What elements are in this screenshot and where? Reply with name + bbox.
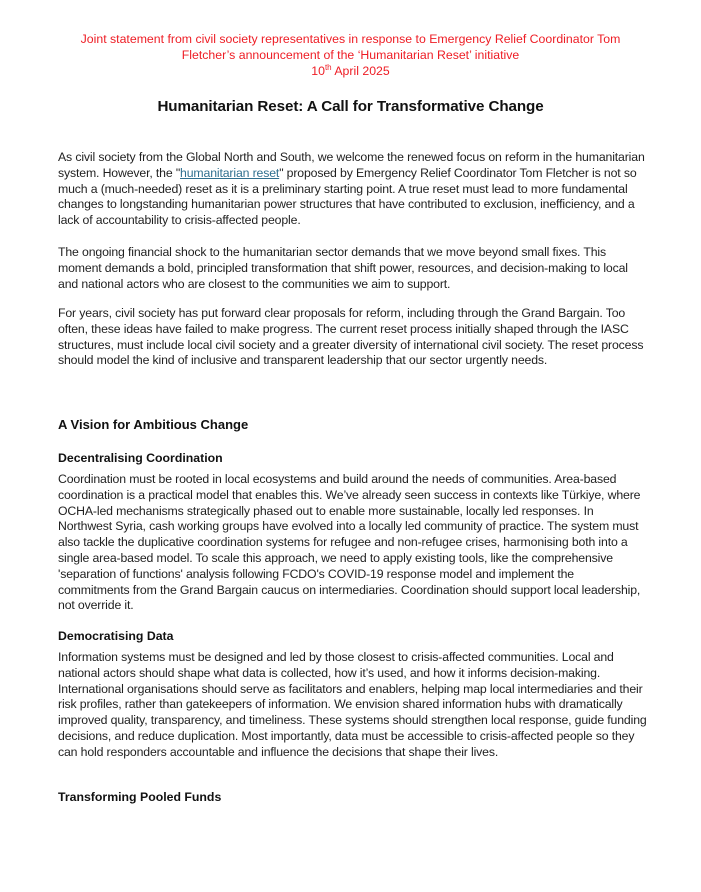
democratising-data-body: Information systems must be designed and led by those closest to crisis-affected communities. Local and national actors should shape what data is collected, how it’s used, and how it informs decision-making. International organisations should serve as facilitators and enablers, helping map local intermediaries and their risk profiles, rather than gatekeepers of information. We envision shared information hubs with dramatically improved quality, transparency, and timeliness. These systems should strengthen local response, guide funding decisions, and reduce duplication. Most importantly, data must be accessible to crisis-affected people so they can hold responders accountable and influence the decisions that shape their lives. (58, 650, 647, 759)
header-line-1: Joint statement from civil society representatives in response to Emergency Relief Coordinator Tom (80, 32, 621, 46)
intro-paragraph-1 (58, 150, 648, 229)
decentralising-coordination-body: Coordination must be rooted in local ecosystems and build around the needs of communities. Area-based coordination is a practical model that enables this. We’ve already seen success in contexts like Türkiye, where OCHA-led mechanisms strategically phased out to enable more sustainable, locally led responses. In Northwest Syria, cash working groups have evolved into a locally led community of practice. The system must also tackle the duplicative coordination systems for refugee and non-refugee crises, harmonising both into a single area-based model. To scale this approach, we need to apply existing tools, like the comprehensive 'separation of functions' analysis following FCDO's COVID-19 response model and implement the commitments from the Grand Bargain caucus on intermediaries. Coordination should support local leadership, not override it. (58, 472, 641, 613)
header-date (40, 63, 661, 79)
text: " proposed by Emergency Relief Coordinator Tom Fletcher is not so much a (much-needed) reset as it is a preliminary starting point. A true reset must lead to more fundamental changes to longstanding humanitarian power structures that have contributed to exclusion, inefficiency, and a lack of accountability to crisis-affected people. (58, 165, 637, 228)
section-heading-vision: A Vision for Ambitious Change (58, 417, 249, 432)
subheading-decentralising-coordination: Decentralising Coordination (58, 451, 223, 465)
date-day: 10 (311, 64, 325, 78)
page-title: Humanitarian Reset: A Call for Transformative Change (157, 98, 544, 115)
header-line-2: Fletcher’s announcement of the ‘Humanitarian Reset’ initiative (181, 48, 520, 62)
humanitarian-reset-link[interactable]: humanitarian reset (180, 165, 280, 180)
intro-paragraph-3: For years, civil society has put forward clear proposals for reform, including through the Grand Bargain. Too often, these ideas have failed to make progress. The current reset process initially shaped through the IASC structures, must include local civil society and a greater diversity of international civil society. The reset process should model the kind of inclusive and transparent leadership that our sector urgently needs. (58, 306, 644, 368)
date-suffix: th (324, 62, 332, 72)
statement-header (40, 31, 661, 79)
text: As civil society from the Global North and South, we welcome the renewed focus on reform in the humanitarian system. However, the " (58, 150, 645, 180)
subheading-democratising-data: Democratising Data (58, 629, 174, 643)
date-rest: April 2025 (331, 64, 390, 78)
intro-paragraph-2: The ongoing financial shock to the humanitarian sector demands that we move beyond small fixes. This moment demands a bold, principled transformation that shift power, resources, and decision-making to local and national actors who are closest to the communities we aim to support. (58, 245, 628, 291)
subheading-transforming-pooled-funds: Transforming Pooled Funds (58, 790, 222, 804)
